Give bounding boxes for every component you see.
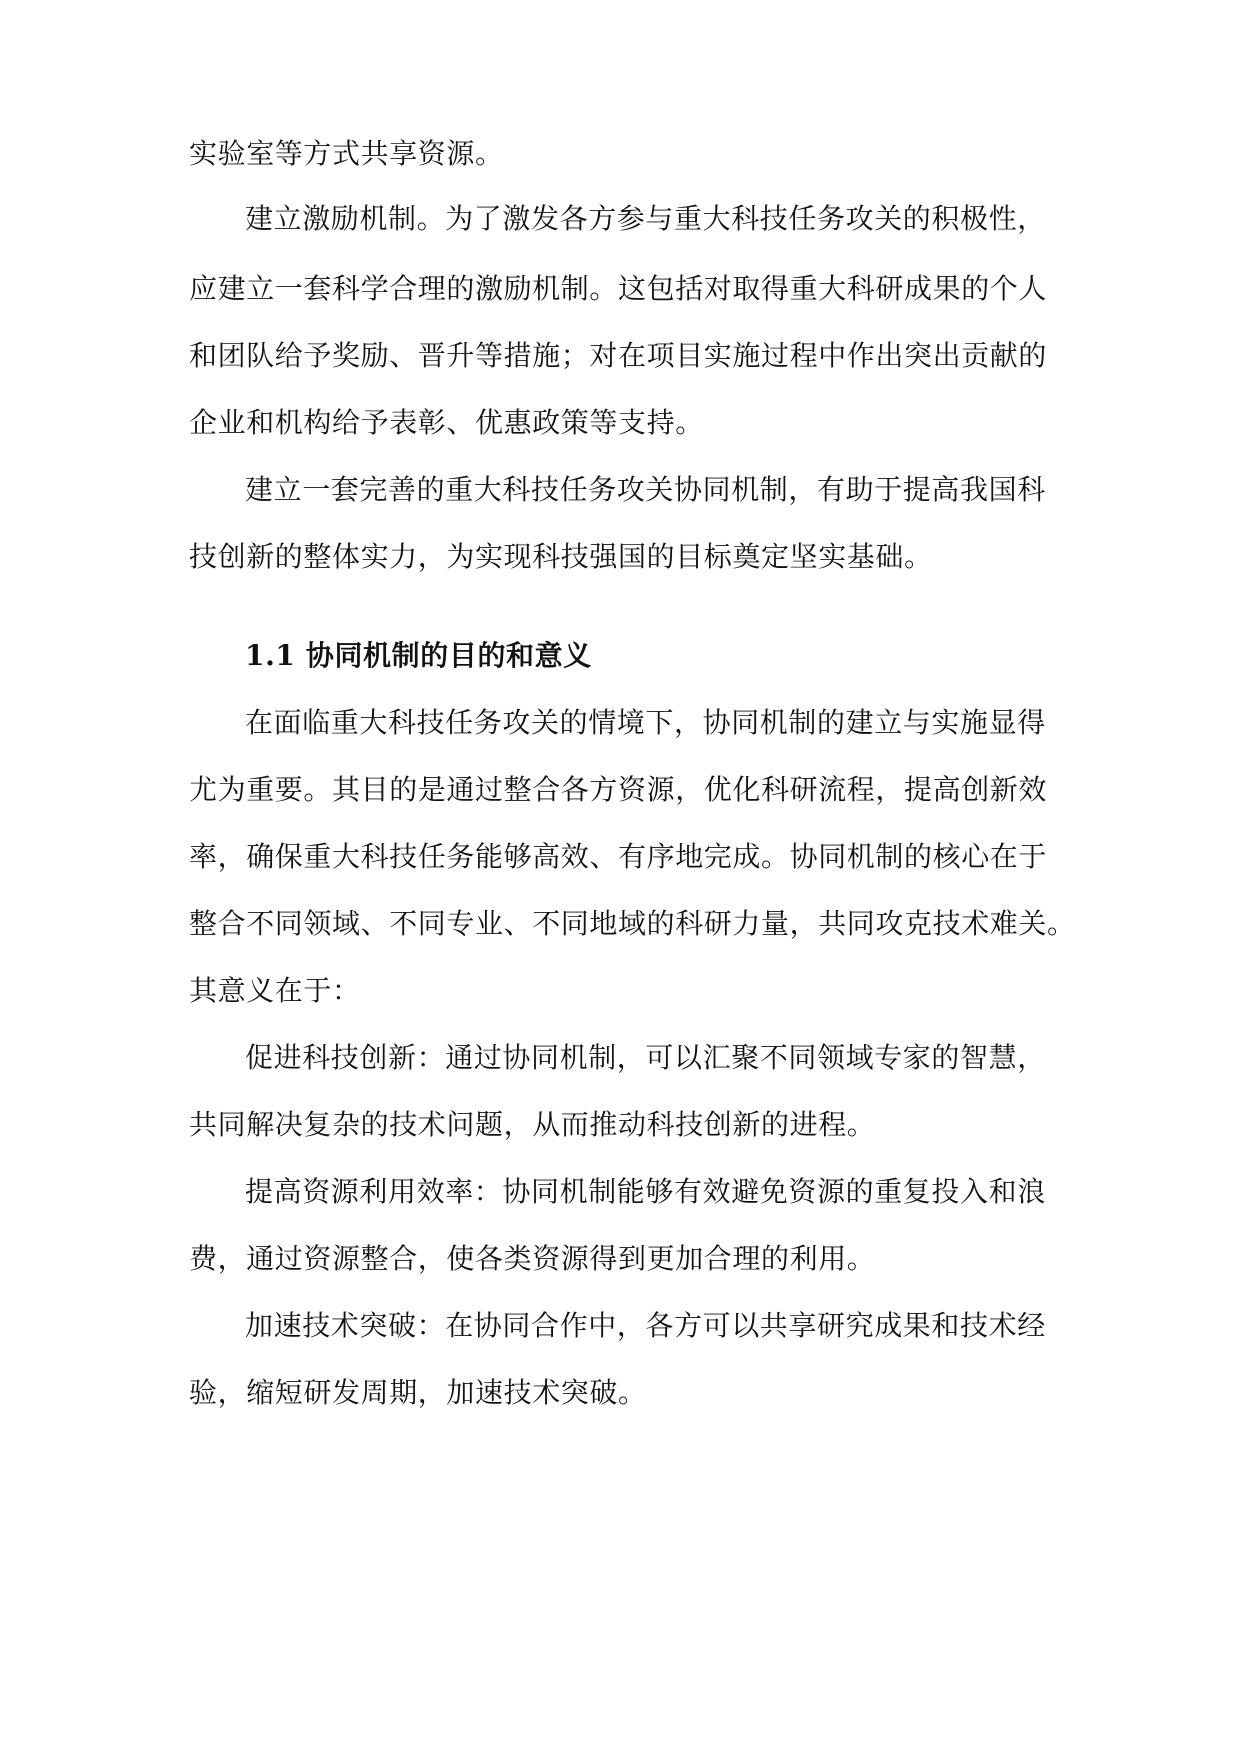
text-line: 其意义在于：	[189, 974, 361, 1007]
text-line: 尤为重要。其目的是通过整合各方资源，优化科研流程，提高创新效	[189, 773, 1048, 806]
text-line: 验，缩短研发周期，加速技术突破。	[189, 1376, 647, 1409]
text-line: 企业和机构给予表彰、优惠政策等支持。	[189, 406, 704, 439]
paragraph-line: 提高资源利用效率：协同机制能够有效避免资源的重复投入和浪	[245, 1175, 1046, 1208]
text-line: 费，通过资源整合，使各类资源得到更加合理的利用。	[189, 1242, 876, 1275]
text-line: 和团队给予奖励、晋升等措施；对在项目实施过程中作出突出贡献的	[189, 339, 1048, 372]
paragraph-line: 在面临重大科技任务攻关的情境下，协同机制的建立与实施显得	[245, 706, 1046, 739]
text-line: 整合不同领域、不同专业、不同地域的科研力量，共同攻克技术难关。	[189, 907, 1076, 940]
text-line: 共同解决复杂的技术问题，从而推动科技创新的进程。	[189, 1108, 876, 1141]
text-line: 实验室等方式共享资源。	[189, 137, 504, 170]
paragraph-line: 建立一套完善的重大科技任务攻关协同机制，有助于提高我国科	[245, 473, 1046, 506]
paragraph-line: 加速技术突破：在协同合作中，各方可以共享研究成果和技术经	[245, 1309, 1046, 1342]
text-line: 技创新的整体实力，为实现科技强国的目标奠定坚实基础。	[189, 540, 933, 573]
paragraph-line: 促进科技创新：通过协同机制，可以汇聚不同领域专家的智慧，	[245, 1041, 1046, 1074]
text-line: 率，确保重大科技任务能够高效、有序地完成。协同机制的核心在于	[189, 840, 1048, 873]
section-heading: 1.1 协同机制的目的和意义	[245, 639, 592, 672]
text-line: 应建立一套科学合理的激励机制。这包括对取得重大科研成果的个人	[189, 272, 1048, 305]
paragraph-line: 建立激励机制。为了激发各方参与重大科技任务攻关的积极性，	[245, 202, 1046, 235]
